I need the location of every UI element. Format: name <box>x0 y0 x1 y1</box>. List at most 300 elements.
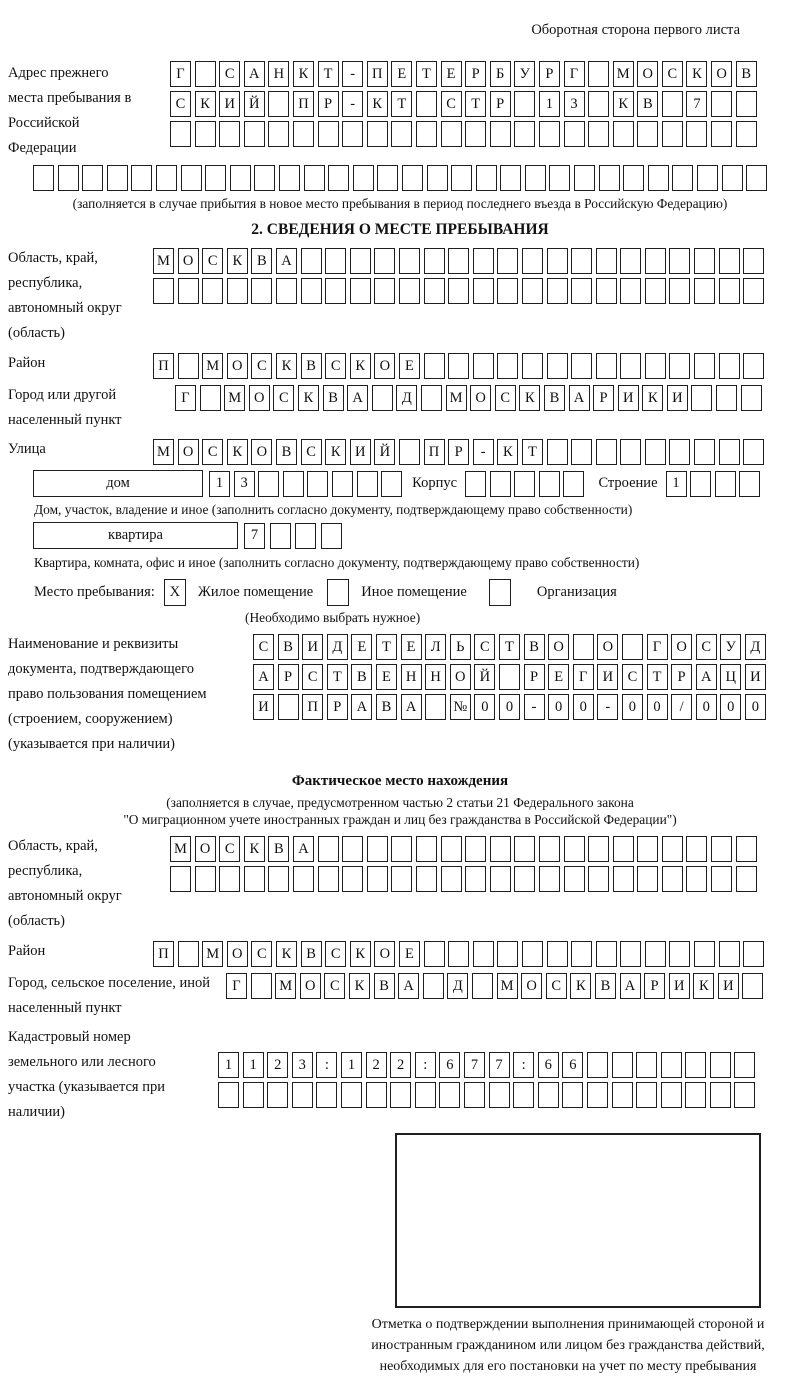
char-cell[interactable] <box>596 439 617 465</box>
char-cell[interactable] <box>514 121 535 147</box>
char-cell[interactable] <box>416 121 437 147</box>
stay-option-checkbox-organization[interactable] <box>489 579 511 606</box>
char-cell[interactable]: 3 <box>292 1052 313 1078</box>
char-cell[interactable] <box>425 694 446 720</box>
char-cell[interactable]: С <box>202 439 223 465</box>
char-cell[interactable]: 2 <box>390 1052 411 1078</box>
char-cell[interactable] <box>620 278 641 304</box>
char-cell[interactable]: Д <box>447 973 468 999</box>
char-cell[interactable] <box>662 836 683 862</box>
char-cell[interactable]: К <box>613 91 634 117</box>
char-cell[interactable] <box>514 471 535 497</box>
char-cell[interactable] <box>205 165 226 191</box>
char-cell[interactable] <box>539 121 560 147</box>
char-cell[interactable]: А <box>276 248 297 274</box>
char-cell[interactable] <box>525 165 546 191</box>
char-cell[interactable]: Е <box>441 61 462 87</box>
char-cell[interactable]: - <box>473 439 494 465</box>
char-cell[interactable]: 1 <box>666 471 687 497</box>
char-cell[interactable]: 1 <box>209 471 230 497</box>
char-cell[interactable] <box>547 248 568 274</box>
char-cell[interactable]: В <box>351 664 372 690</box>
char-cell[interactable] <box>490 471 511 497</box>
char-cell[interactable]: К <box>350 353 371 379</box>
char-cell[interactable]: В <box>736 61 757 87</box>
char-cell[interactable] <box>219 866 240 892</box>
char-cell[interactable]: М <box>202 353 223 379</box>
char-cell[interactable]: 1 <box>539 91 560 117</box>
char-cell[interactable]: 7 <box>489 1052 510 1078</box>
char-cell[interactable] <box>514 836 535 862</box>
char-cell[interactable] <box>181 165 202 191</box>
char-cell[interactable]: В <box>301 353 322 379</box>
stay-option-checkbox-residential[interactable]: X <box>164 579 186 606</box>
char-cell[interactable]: Р <box>644 973 665 999</box>
char-cell[interactable]: И <box>350 439 371 465</box>
char-cell[interactable]: В <box>278 634 299 660</box>
char-cell[interactable]: Р <box>278 664 299 690</box>
char-cell[interactable] <box>416 91 437 117</box>
char-cell[interactable] <box>564 836 585 862</box>
char-cell[interactable]: 0 <box>548 694 569 720</box>
char-cell[interactable] <box>33 165 54 191</box>
char-cell[interactable] <box>178 941 199 967</box>
char-cell[interactable] <box>293 121 314 147</box>
char-cell[interactable] <box>464 1082 485 1108</box>
char-cell[interactable]: 7 <box>244 523 265 549</box>
char-cell[interactable]: Т <box>327 664 348 690</box>
char-cell[interactable] <box>697 165 718 191</box>
char-cell[interactable] <box>636 1052 657 1078</box>
char-cell[interactable] <box>719 278 740 304</box>
char-cell[interactable] <box>613 121 634 147</box>
char-cell[interactable] <box>736 121 757 147</box>
char-cell[interactable]: П <box>367 61 388 87</box>
char-cell[interactable] <box>301 248 322 274</box>
char-cell[interactable]: Т <box>522 439 543 465</box>
char-cell[interactable] <box>301 278 322 304</box>
char-cell[interactable] <box>694 941 715 967</box>
char-cell[interactable]: Й <box>374 439 395 465</box>
char-cell[interactable] <box>230 165 251 191</box>
char-cell[interactable] <box>399 278 420 304</box>
char-cell[interactable] <box>342 866 363 892</box>
char-cell[interactable] <box>283 471 304 497</box>
char-cell[interactable] <box>564 121 585 147</box>
char-cell[interactable] <box>710 1052 731 1078</box>
char-cell[interactable] <box>686 121 707 147</box>
char-cell[interactable]: / <box>671 694 692 720</box>
char-cell[interactable] <box>711 91 732 117</box>
char-cell[interactable] <box>415 1082 436 1108</box>
char-cell[interactable] <box>734 1082 755 1108</box>
char-cell[interactable] <box>694 353 715 379</box>
char-cell[interactable] <box>547 278 568 304</box>
char-cell[interactable] <box>562 1082 583 1108</box>
char-cell[interactable]: Р <box>465 61 486 87</box>
char-cell[interactable] <box>571 248 592 274</box>
char-cell[interactable]: № <box>450 694 471 720</box>
char-cell[interactable]: К <box>350 941 371 967</box>
char-cell[interactable]: 0 <box>622 694 643 720</box>
char-cell[interactable] <box>573 634 594 660</box>
char-cell[interactable]: Б <box>490 61 511 87</box>
char-cell[interactable] <box>549 165 570 191</box>
char-cell[interactable] <box>514 866 535 892</box>
char-cell[interactable] <box>295 523 316 549</box>
char-cell[interactable]: О <box>195 836 216 862</box>
char-cell[interactable]: И <box>745 664 766 690</box>
char-cell[interactable]: Е <box>391 61 412 87</box>
char-cell[interactable] <box>710 1082 731 1108</box>
char-cell[interactable] <box>620 439 641 465</box>
char-cell[interactable] <box>612 1052 633 1078</box>
char-cell[interactable]: Л <box>425 634 446 660</box>
char-cell[interactable] <box>391 866 412 892</box>
char-cell[interactable]: С <box>495 385 516 411</box>
char-cell[interactable] <box>719 439 740 465</box>
char-cell[interactable]: И <box>597 664 618 690</box>
char-cell[interactable]: 6 <box>562 1052 583 1078</box>
char-cell[interactable]: К <box>686 61 707 87</box>
char-cell[interactable] <box>661 1082 682 1108</box>
char-cell[interactable] <box>661 1052 682 1078</box>
char-cell[interactable] <box>620 353 641 379</box>
char-cell[interactable]: Г <box>226 973 247 999</box>
char-cell[interactable] <box>648 165 669 191</box>
char-cell[interactable] <box>342 836 363 862</box>
char-cell[interactable]: С <box>301 439 322 465</box>
char-cell[interactable] <box>441 866 462 892</box>
char-cell[interactable]: К <box>227 248 248 274</box>
char-cell[interactable] <box>473 248 494 274</box>
char-cell[interactable] <box>637 836 658 862</box>
char-cell[interactable]: П <box>302 694 323 720</box>
char-cell[interactable] <box>741 385 762 411</box>
char-cell[interactable] <box>316 1082 337 1108</box>
char-cell[interactable] <box>278 694 299 720</box>
char-cell[interactable]: У <box>514 61 535 87</box>
char-cell[interactable]: А <box>347 385 368 411</box>
char-cell[interactable] <box>711 121 732 147</box>
char-cell[interactable]: Е <box>376 664 397 690</box>
char-cell[interactable] <box>623 165 644 191</box>
char-cell[interactable] <box>391 836 412 862</box>
char-cell[interactable] <box>251 278 272 304</box>
char-cell[interactable] <box>719 248 740 274</box>
char-cell[interactable] <box>156 165 177 191</box>
char-cell[interactable]: П <box>153 941 174 967</box>
char-cell[interactable]: Е <box>399 353 420 379</box>
char-cell[interactable] <box>258 471 279 497</box>
stay-option-checkbox-other[interactable] <box>327 579 349 606</box>
char-cell[interactable] <box>620 248 641 274</box>
char-cell[interactable] <box>244 866 265 892</box>
char-cell[interactable]: М <box>497 973 518 999</box>
char-cell[interactable] <box>685 1082 706 1108</box>
char-cell[interactable] <box>254 165 275 191</box>
char-cell[interactable]: 0 <box>573 694 594 720</box>
char-cell[interactable] <box>153 278 174 304</box>
char-cell[interactable] <box>522 248 543 274</box>
char-cell[interactable]: М <box>153 248 174 274</box>
char-cell[interactable]: О <box>470 385 491 411</box>
char-cell[interactable] <box>202 278 223 304</box>
char-cell[interactable] <box>522 941 543 967</box>
char-cell[interactable] <box>686 836 707 862</box>
char-cell[interactable]: С <box>325 941 346 967</box>
char-cell[interactable]: Т <box>318 61 339 87</box>
char-cell[interactable]: Ц <box>720 664 741 690</box>
char-cell[interactable]: : <box>513 1052 534 1078</box>
char-cell[interactable]: О <box>178 248 199 274</box>
char-cell[interactable] <box>711 866 732 892</box>
char-cell[interactable] <box>522 278 543 304</box>
char-cell[interactable] <box>497 353 518 379</box>
char-cell[interactable] <box>645 941 666 967</box>
char-cell[interactable] <box>321 523 342 549</box>
char-cell[interactable]: К <box>244 836 265 862</box>
char-cell[interactable] <box>662 91 683 117</box>
char-cell[interactable]: О <box>597 634 618 660</box>
char-cell[interactable] <box>719 353 740 379</box>
char-cell[interactable] <box>267 1082 288 1108</box>
char-cell[interactable] <box>325 278 346 304</box>
char-cell[interactable]: 6 <box>538 1052 559 1078</box>
char-cell[interactable] <box>719 941 740 967</box>
char-cell[interactable] <box>564 866 585 892</box>
char-cell[interactable] <box>499 664 520 690</box>
char-cell[interactable] <box>350 278 371 304</box>
char-cell[interactable] <box>514 91 535 117</box>
char-cell[interactable] <box>243 1082 264 1108</box>
char-cell[interactable]: К <box>570 973 591 999</box>
char-cell[interactable] <box>669 278 690 304</box>
char-cell[interactable]: С <box>696 634 717 660</box>
char-cell[interactable]: О <box>251 439 272 465</box>
char-cell[interactable]: М <box>153 439 174 465</box>
char-cell[interactable]: В <box>637 91 658 117</box>
char-cell[interactable] <box>497 248 518 274</box>
char-cell[interactable]: А <box>398 973 419 999</box>
char-cell[interactable] <box>451 165 472 191</box>
char-cell[interactable]: А <box>401 694 422 720</box>
char-cell[interactable] <box>178 353 199 379</box>
char-cell[interactable] <box>473 353 494 379</box>
char-cell[interactable] <box>341 1082 362 1108</box>
char-cell[interactable]: 1 <box>218 1052 239 1078</box>
char-cell[interactable]: И <box>618 385 639 411</box>
char-cell[interactable] <box>547 353 568 379</box>
char-cell[interactable]: О <box>450 664 471 690</box>
char-cell[interactable]: Е <box>401 634 422 660</box>
char-cell[interactable] <box>465 121 486 147</box>
char-cell[interactable] <box>328 165 349 191</box>
char-cell[interactable] <box>500 165 521 191</box>
char-cell[interactable] <box>448 248 469 274</box>
char-cell[interactable] <box>399 248 420 274</box>
char-cell[interactable] <box>588 121 609 147</box>
char-cell[interactable]: С <box>253 634 274 660</box>
char-cell[interactable] <box>490 866 511 892</box>
char-cell[interactable] <box>574 165 595 191</box>
char-cell[interactable] <box>473 941 494 967</box>
char-cell[interactable] <box>736 91 757 117</box>
char-cell[interactable]: 3 <box>234 471 255 497</box>
char-cell[interactable]: Т <box>647 664 668 690</box>
char-cell[interactable]: Р <box>318 91 339 117</box>
char-cell[interactable] <box>374 278 395 304</box>
char-cell[interactable]: С <box>474 634 495 660</box>
char-cell[interactable] <box>268 91 289 117</box>
char-cell[interactable] <box>421 385 442 411</box>
char-cell[interactable] <box>622 634 643 660</box>
char-cell[interactable]: О <box>671 634 692 660</box>
char-cell[interactable]: О <box>374 353 395 379</box>
char-cell[interactable] <box>131 165 152 191</box>
char-cell[interactable] <box>669 353 690 379</box>
char-cell[interactable] <box>293 866 314 892</box>
char-cell[interactable] <box>662 866 683 892</box>
char-cell[interactable]: Г <box>573 664 594 690</box>
char-cell[interactable] <box>304 165 325 191</box>
char-cell[interactable]: Й <box>474 664 495 690</box>
char-cell[interactable] <box>736 866 757 892</box>
char-cell[interactable] <box>596 278 617 304</box>
char-cell[interactable]: О <box>227 941 248 967</box>
char-cell[interactable]: Н <box>401 664 422 690</box>
char-cell[interactable]: Т <box>416 61 437 87</box>
char-cell[interactable]: Р <box>671 664 692 690</box>
char-cell[interactable] <box>82 165 103 191</box>
char-cell[interactable]: К <box>642 385 663 411</box>
char-cell[interactable]: 2 <box>366 1052 387 1078</box>
char-cell[interactable] <box>637 121 658 147</box>
char-cell[interactable] <box>350 248 371 274</box>
char-cell[interactable] <box>424 248 445 274</box>
char-cell[interactable] <box>367 121 388 147</box>
char-cell[interactable] <box>690 471 711 497</box>
char-cell[interactable]: С <box>441 91 462 117</box>
char-cell[interactable] <box>672 165 693 191</box>
char-cell[interactable] <box>539 866 560 892</box>
char-cell[interactable] <box>596 353 617 379</box>
char-cell[interactable] <box>669 439 690 465</box>
char-cell[interactable] <box>276 278 297 304</box>
char-cell[interactable] <box>513 1082 534 1108</box>
char-cell[interactable] <box>613 866 634 892</box>
char-cell[interactable] <box>539 836 560 862</box>
char-cell[interactable]: А <box>620 973 641 999</box>
char-cell[interactable]: К <box>693 973 714 999</box>
char-cell[interactable] <box>489 1082 510 1108</box>
char-cell[interactable]: 2 <box>267 1052 288 1078</box>
char-cell[interactable]: С <box>170 91 191 117</box>
char-cell[interactable]: : <box>415 1052 436 1078</box>
char-cell[interactable] <box>465 866 486 892</box>
char-cell[interactable]: Е <box>399 941 420 967</box>
char-cell[interactable] <box>587 1082 608 1108</box>
char-cell[interactable]: С <box>622 664 643 690</box>
char-cell[interactable]: С <box>251 941 272 967</box>
char-cell[interactable] <box>424 353 445 379</box>
char-cell[interactable]: Д <box>396 385 417 411</box>
char-cell[interactable]: 3 <box>564 91 585 117</box>
char-cell[interactable]: М <box>224 385 245 411</box>
char-cell[interactable]: С <box>662 61 683 87</box>
char-cell[interactable]: Т <box>391 91 412 117</box>
char-cell[interactable] <box>490 836 511 862</box>
char-cell[interactable]: Г <box>564 61 585 87</box>
char-cell[interactable] <box>292 1082 313 1108</box>
char-cell[interactable]: - <box>597 694 618 720</box>
char-cell[interactable]: И <box>302 634 323 660</box>
char-cell[interactable] <box>588 91 609 117</box>
char-cell[interactable]: К <box>349 973 370 999</box>
char-cell[interactable] <box>669 248 690 274</box>
char-cell[interactable] <box>367 866 388 892</box>
char-cell[interactable]: : <box>316 1052 337 1078</box>
char-cell[interactable]: К <box>276 941 297 967</box>
char-cell[interactable]: О <box>178 439 199 465</box>
char-cell[interactable] <box>441 836 462 862</box>
char-cell[interactable] <box>473 278 494 304</box>
char-cell[interactable]: В <box>301 941 322 967</box>
char-cell[interactable]: А <box>351 694 372 720</box>
char-cell[interactable]: 1 <box>243 1052 264 1078</box>
char-cell[interactable] <box>424 941 445 967</box>
char-cell[interactable]: О <box>374 941 395 967</box>
char-cell[interactable]: К <box>293 61 314 87</box>
char-cell[interactable] <box>742 973 763 999</box>
char-cell[interactable] <box>662 121 683 147</box>
char-cell[interactable]: О <box>227 353 248 379</box>
char-cell[interactable]: Т <box>499 634 520 660</box>
char-cell[interactable]: П <box>153 353 174 379</box>
char-cell[interactable]: Р <box>327 694 348 720</box>
char-cell[interactable]: О <box>521 973 542 999</box>
char-cell[interactable]: С <box>325 353 346 379</box>
char-cell[interactable]: Ь <box>450 634 471 660</box>
char-cell[interactable]: И <box>667 385 688 411</box>
char-cell[interactable]: Т <box>376 634 397 660</box>
char-cell[interactable]: - <box>342 91 363 117</box>
char-cell[interactable]: Р <box>490 91 511 117</box>
char-cell[interactable]: О <box>300 973 321 999</box>
char-cell[interactable] <box>571 439 592 465</box>
char-cell[interactable]: С <box>202 248 223 274</box>
char-cell[interactable] <box>522 353 543 379</box>
char-cell[interactable] <box>219 121 240 147</box>
char-cell[interactable] <box>227 278 248 304</box>
char-cell[interactable] <box>218 1082 239 1108</box>
char-cell[interactable]: 0 <box>499 694 520 720</box>
char-cell[interactable]: С <box>273 385 294 411</box>
char-cell[interactable] <box>448 278 469 304</box>
char-cell[interactable] <box>691 385 712 411</box>
char-cell[interactable]: А <box>696 664 717 690</box>
char-cell[interactable] <box>547 941 568 967</box>
char-cell[interactable]: В <box>544 385 565 411</box>
char-cell[interactable] <box>497 941 518 967</box>
char-cell[interactable] <box>736 836 757 862</box>
char-cell[interactable]: 0 <box>720 694 741 720</box>
char-cell[interactable] <box>669 941 690 967</box>
char-cell[interactable] <box>685 1052 706 1078</box>
char-cell[interactable] <box>427 165 448 191</box>
char-cell[interactable] <box>636 1082 657 1108</box>
char-cell[interactable]: 7 <box>464 1052 485 1078</box>
